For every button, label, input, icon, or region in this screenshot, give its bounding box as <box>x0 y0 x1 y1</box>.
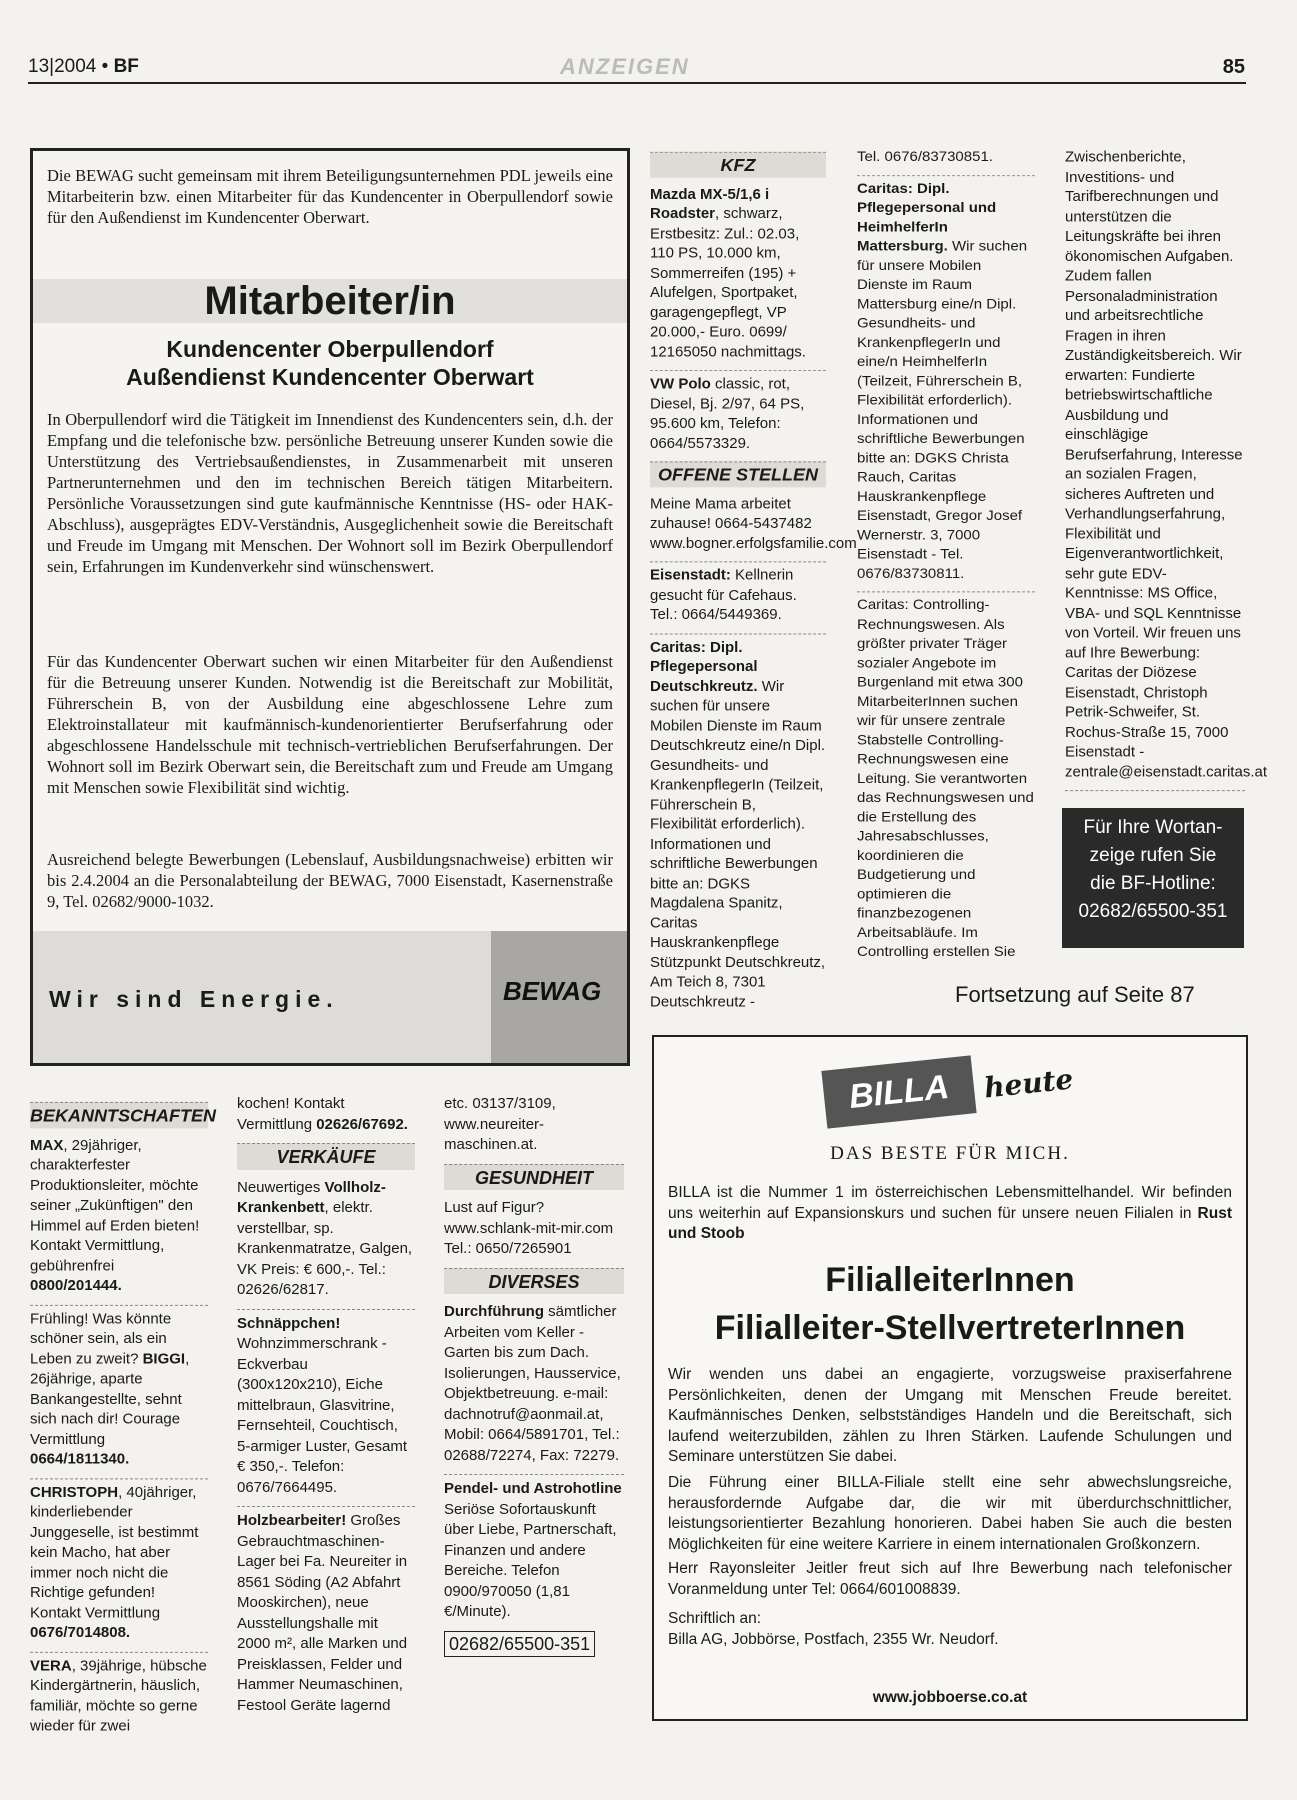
section-bekanntschaften: BEKANNTSCHAFTEN <box>30 1102 208 1128</box>
bewag-para-1: In Oberpullendorf wird die Tätigkeit im Innendienst des Kundencenters sein, d.h. der Empfang und die telefonische bzw. persönliche Betreuung unserer Kunden sowie die Unterstützung des Vertriebsaußendienstes, in Zusammenarbeit mit unseren Partnerunternehmen und den im technischen Bereich tätigen Mitarbeitern. Persönliche Voraussetzungen sind gute kaufmännische Kenntnisse (HS- oder HAK-Abschluss), ausgeprägtes EDV-Verständnis, Ausgeglichenheit sowie die Bereitschaft und Freude im Umgang mit Menschen. Der Wohnort soll im Bezirk Oberpullendorf sein, Erfahrungen im Kundenverkehr sind wünschenswert. <box>47 410 613 576</box>
header-magazine: BF <box>113 56 139 77</box>
hotline-number-box: 02682/65500-351 <box>444 1631 595 1658</box>
column-verkaeufe <box>237 1094 415 1724</box>
ad-caritas-deutschkreutz: Caritas: Dipl. Pflegepersonal Deutschkreutz. Wir suchen für unsere Mobilen Dienste im Raum Deutschkreutz eine/n Dipl. Gesundheits- und KrankenpflegerIn (Teilzeit, Führerschein B, Flexibilität erforderlich). Informationen und schriftliche Bewerbungen bitte an: DGKS Magdalena Spanitz, Caritas Hauskrankenpflege Stützpunkt Deutschkreutz, Am Teich 8, 7301 Deutschkreutz - <box>650 638 826 1010</box>
header-rule <box>28 82 1246 84</box>
section-verkaeufe: VERKÄUFE <box>237 1143 415 1170</box>
bewag-headline: Mitarbeiter/in <box>204 279 456 323</box>
ad-biggi: Frühling! Was könnte schöner sein, als ein Leben zu zweit? BIGGI, 26jährige, aparte Bankangestellte, sehnt sich nach dir! Courage Vermittlung 0664/1811340. <box>30 1310 190 1468</box>
bewag-para-3: Ausreichend belegte Bewerbungen (Lebenslauf, Ausbildungsnachweise) erbitten wir bis 2.4.2004 an die Personalabteilung der BEWAG, 7000 Eisenstadt, Kasernenstraße 9, Tel. 02682/9000-1032. <box>47 850 613 911</box>
ad-schnaeppchen: Schnäppchen! Wohnzimmerschrank - Eckverbau (300x120x210), Eiche mittelbraun, Glasvitrine, Fernsehteil, Couchtisch, 5-armiger Luster, Gesamt € 350,-. Telefon: 0676/7664495. <box>237 1314 408 1496</box>
ad-durchfuehrung: Durchführung sämtlicher Arbeiten vom Keller - Garten bis zum Dach. Isolierungen, Hausservice, Objektbetreuung. e-mail: dachnotruf@aonmail.at, Mobil: 0664/5891701, Tel.: 02688/72274, Fax: 72279. <box>444 1303 621 1464</box>
ad-mama: Meine Mama arbeitet zuhause! 0664-5437482 www.bogner.erfolgsfamilie.com <box>650 495 857 552</box>
section-offene-stellen: OFFENE STELLEN <box>650 461 826 486</box>
ad-tel: Tel. 0676/83730851. <box>857 148 993 165</box>
bewag-intro: Die BEWAG sucht gemeinsam mit ihrem Beteiligungsunternehmen PDL jeweils eine Mitarbeiterin bzw. einen Mitarbeiter für das Kundencenter in Oberpullendorf sowie für den Außendienst im Kundencenter Oberwart. <box>47 166 613 227</box>
ad-neureiter-cont: etc. 03137/3109, www.neureiter-maschinen.at. <box>444 1095 556 1153</box>
section-gesundheit: GESUNDHEIT <box>444 1164 624 1191</box>
bf-hotline-box: Für Ihre Wortan- zeige rufen Sie die BF-Hotline: 02682/65500-351 <box>1062 808 1244 948</box>
page-number: 85 <box>1222 56 1245 78</box>
billa-intro: BILLA ist die Nummer 1 im österreichischen Lebensmittelhandel. Wir befinden uns weiterhin auf Expansionskurs und suchen für unsere neuen Filialen in Rust und Stoob <box>668 1184 1232 1242</box>
bewag-subheadline: Kundencenter Oberpullendorf Außendienst Kundencenter Oberwart <box>126 336 534 390</box>
ad-max: MAX, 29jähriger, charakterfester Produktionsleiter, möchte seiner „Zukünftigen" den Himmel auf Erden bieten! Kontakt Vermittlung, gebührenfrei 0800/201444. <box>30 1136 200 1295</box>
billa-para-5: Schriftlich an: Billa AG, Jobbörse, Postfach, 2355 Wr. Neudorf. <box>668 1610 999 1648</box>
column-4 <box>857 148 1035 970</box>
column-bekanntschaften <box>30 1098 216 1745</box>
ad-vw-polo: VW Polo classic, rot, Diesel, Bj. 2/97, 64 PS, 95.600 km, Telefon: 0664/5573329. <box>650 375 805 452</box>
billa-headline-1: FilialleiterInnen <box>825 1261 1075 1299</box>
billa-slogan: DAS BESTE FÜR MICH. <box>830 1143 1070 1164</box>
ad-holzbearbeiter: Holzbearbeiter! Großes Gebrauchtmaschinen-Lager bei Fa. Neureiter in 8561 Söding (A2 Abfahrt Mooskirchen), neue Ausstellungshalle mit 2000 m², alle Marken und Preisklassen, Felder und Hammer Neumaschinen, Festool Geräte lagernd <box>237 1512 408 1714</box>
section-diverses: DIVERSES <box>444 1268 624 1295</box>
ad-astrohotline: Pendel- und Astrohotline Seriöse Sofortauskunft über Liebe, Partnerschaft, Finanzen und andere Bereiche. Telefon 0900/970050 (1,81 €/Minute). <box>444 1480 622 1620</box>
header-section: ANZEIGEN <box>560 54 690 79</box>
bewag-slogan: Wir sind Energie. <box>49 986 339 1012</box>
ad-caritas-controlling-cont: Zwischenberichte, Investitions- und Tarifberechnungen und unterstützen die Leitungskräfte bei ihren ökonomischen Aufgaben. Zudem fallen Personaladministration und arbeitsrechtliche Fragen in ihren Zuständigkeitsbereich. Wir erwarten: Fundierte betriebswirtschaftliche Ausbildung und einschlägige Berufserfahrung, Interesse an sozialen Fragen, sicheres Auftreten und Verhandlungserfahrung, Flexibilität und Eigenverantwortlichkeit, sehr gute EDV-Kenntnisse: MS Office, VBA- und SQL Kenntnisse von Vorteil. Wir freuen uns auf Ihre Bewerbung: Caritas der Diözese Eisenstadt, Christoph Petrik-Schweifer, St. Rochus-Straße 15, 7000 Eisenstadt - zentrale@eisenstadt.caritas.at <box>1065 148 1267 780</box>
ad-kellnerin: Eisenstadt: Kellnerin gesucht für Cafehaus. Tel.: 0664/5449369. <box>650 567 797 623</box>
header-issue: 13|2004 • BF <box>28 56 139 77</box>
billa-heute: heute <box>982 1062 1075 1105</box>
billa-para-3: Die Führung einer BILLA-Filiale stellt eine sehr abwechslungsreiche, herausfordernde Aufgabe dar, die wir mit überdurchschnittlicher, leistungsorientierter Bezahlung honorieren. Dabei haben Sie auch die besten Möglichkeiten für eine weitere Karriere in einem internationalen Großkonzern. <box>668 1474 1232 1553</box>
ad-caritas-mattersburg: Caritas: Dipl. Pflegepersonal und HeimhelferIn Mattersburg. Wir suchen für unsere Mobilen Dienste im Raum Mattersburg eine/n Dipl. Gesundheits- und KrankenpflegerIn und eine/n HeimhelferIn (Teilzeit, Führerschein B, Flexibilität erforderlich). Informationen und schriftliche Bewerbungen bitte an: DGKS Christa Rauch, Caritas Hauskrankenpflege Eisenstadt, Gregor Josef Wernerstr. 3, 7000 Eisenstadt - Tel. 0676/83730811. <box>857 180 1028 582</box>
billa-website: www.jobboerse.co.at <box>872 1689 1028 1706</box>
bewag-para-2: Für das Kundencenter Oberwart suchen wir einen Mitarbeiter für den Außendienst für die Betreuung unserer Kunden. Notwendig ist die Bereitschaft zur Mobilität, Führerschein B, von der Ausbildung eine abgeschlossene Lehre zum Elektroinstallateur mit kaufmännisch-kundenorientierter Berufserfahrung oder abgeschlossene Handelsschule mit technisch-vertrieblichen Berufserfahrungen. Der Wohnort soll im Bezirk Oberwart sein, die Bereitschaft zum und Freude am Umgang mit Menschen sowie Flexibilität sind wichtig. <box>47 652 613 797</box>
column-kfz <box>650 148 857 1020</box>
continuation-note: Fortsetzung auf Seite 87 <box>955 982 1195 1007</box>
ad-caritas-controlling: Caritas: Controlling-Rechnungswesen. Als größter privater Träger sozialer Angebote im Burgenland mit etwa 300 MitarbeiterInnen suchen wir für unsere zentrale Stabstelle Controlling-Rechnungswesen eine Leitung. Sie verantworten das Rechnungswesen und die Erstellung des Jahresabschlusses, koordinieren die Budgetierung und optimieren die finanzbezogenen Arbeitsabläufe. Im Controlling erstellen Sie <box>857 597 1034 960</box>
ad-figur: Lust auf Figur? www.schlank-mit-mir.com Tel.: 0650/7265901 <box>444 1199 614 1257</box>
ad-vera-cont: kochen! Kontakt Vermittlung 02626/67692. <box>237 1095 408 1133</box>
bewag-logo: BEWAG <box>503 976 602 1006</box>
bewag-ad <box>30 148 630 1066</box>
section-kfz: KFZ <box>650 152 826 177</box>
billa-para-4: Herr Rayonsleiter Jeitler freut sich auf Ihre Bewerbung nach telefonischer Voranmeldung unter Tel: 0664/601008839. <box>668 1560 1232 1598</box>
ad-christoph: CHRISTOPH, 40jähriger, kinderliebender Junggeselle, ist bestimmt kein Macho, hat aber immer noch nicht die Richtige gefunden! Kontakt Vermittlung 0676/7014808. <box>30 1483 199 1642</box>
billa-para-2: Wir wenden uns dabei an engagierte, vorzugsweise praxiserfahrene Persönlichkeiten, denen der Umgang mit Menschen Freude bereitet. Kaufmännisches Denken, selbstständiges Handeln und die Bereitschaft, sich laufend weiterzubilden, zählen zu Ihren Stärken. Laufende Schulungen und Seminare unterstützen Sie dabei. <box>668 1366 1232 1465</box>
column-5 <box>1065 148 1267 795</box>
billa-logo: BILLA <box>821 1055 976 1128</box>
ad-vera: VERA, 39jährige, hübsche Kindergärtnerin, häuslich, familiär, möchte so gerne wieder für zwei <box>30 1657 207 1735</box>
billa-headline-2: Filialleiter-StellvertreterInnen <box>714 1309 1186 1347</box>
ad-mazda: Mazda MX-5/1,6 i Roadster, schwarz, Erstbesitz: Zul.: 02.03, 110 PS, 10.000 km, Sommerreifen (195) + Alufelgen, Sportpaket, garagengepflegt, VP 20.000,- Euro. 0699/ 12165050 nachmittags. <box>650 185 806 360</box>
column-gesundheit <box>444 1094 624 1657</box>
ad-krankenbett: Neuwertiges Vollholz-Krankenbett, elektr. verstellbar, sp. Krankenmatratze, Galgen, VK Preis: € 600,-. Tel.: 02626/62817. <box>237 1178 413 1298</box>
billa-ad <box>652 1035 1248 1721</box>
